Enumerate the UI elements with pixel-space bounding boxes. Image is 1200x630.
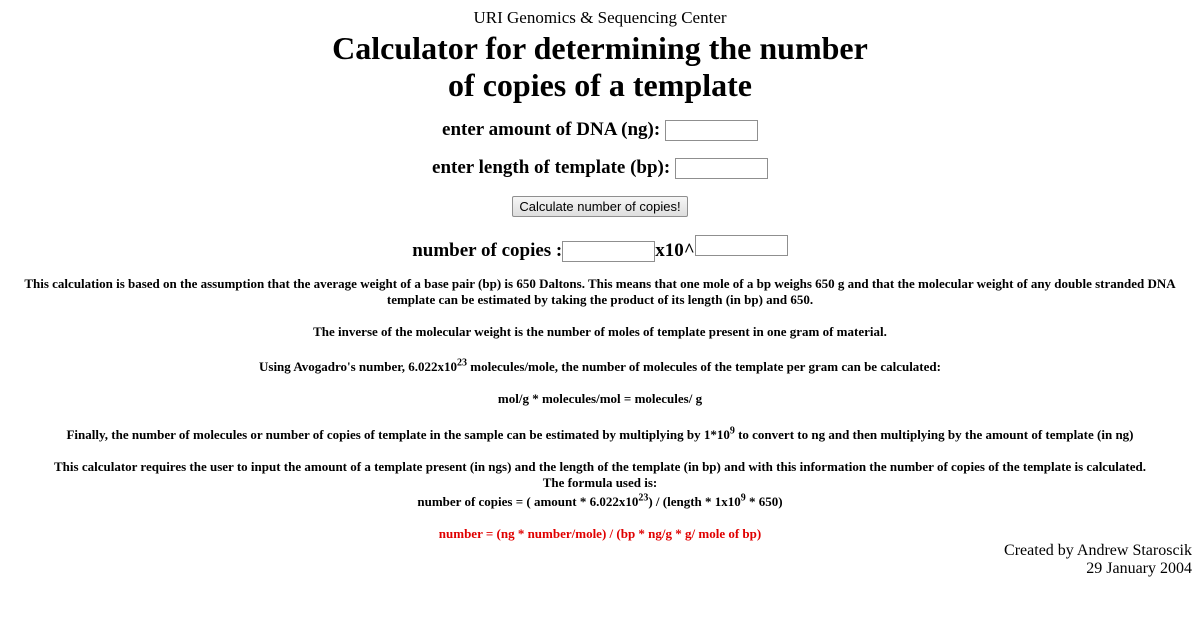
exponent-label: x10^ (655, 240, 695, 261)
explanation-p1-line2: template can be estimated by taking the product of its length (in bp) and 650. (386, 292, 814, 307)
explanation-p5-post: to convert to ng and then multiplying by the amount of template (in ng) (734, 427, 1134, 442)
explanation-p1-line1: This calculation is based on the assumption that the average weight of a base pair (bp) is 650 Daltons. This means that one mole of a bp weighs 650 g and that the molecular weight of any double stranded DNA (24, 276, 1176, 291)
copies-output[interactable] (562, 241, 655, 262)
formula-post: * 650) (745, 494, 783, 509)
result-row (0, 235, 1200, 262)
page-title-line1: Calculator for determining the number (332, 30, 868, 66)
calc-row (0, 195, 1200, 217)
calculate-button[interactable]: Calculate number of copies! (512, 196, 687, 217)
explanation-p5-sup: 9 (729, 425, 735, 437)
explanation-p3 (0, 359, 1200, 375)
credit (1004, 542, 1192, 578)
explanation-p1 (0, 276, 1200, 308)
formula-mid: ) / (length * 1x10 (648, 494, 741, 509)
formula-heading: The formula used is: (542, 475, 658, 490)
credit-author: Created by Andrew Staroscik (1004, 542, 1192, 559)
explanation-p5-pre: Finally, the number of molecules or number of copies of template in the sample can be estimated by multiplying by 1*10 (66, 427, 730, 442)
length-label: enter length of template (bp): (432, 157, 671, 178)
explanation-p3-post: molecules/mole, the number of molecules of the template per gram can be calculated: (467, 359, 941, 374)
formula-pre: number of copies = ( amount * 6.022x10 (417, 494, 639, 509)
explanation-p3-sup: 23 (457, 357, 468, 369)
exponent-output[interactable] (695, 235, 788, 256)
explanation-p4: mol/g * molecules/mol = molecules/ g (497, 391, 703, 406)
explanation-p6: This calculator requires the user to input the amount of a template present (in ngs) and the length of the template (in bp) and with this information the number of copies of the template is calculated. (54, 459, 1146, 474)
org-name: URI Genomics & Sequencing Center (473, 8, 727, 27)
explanation-p5 (0, 427, 1200, 443)
explanation-p3-pre: Using Avogadro's number, 6.022x10 (259, 359, 458, 374)
page-title-line2: of copies of a template (448, 67, 752, 103)
formula-sup2: 9 (740, 492, 746, 504)
dna-row (0, 119, 1200, 141)
explanation-p2: The inverse of the molecular weight is the number of moles of template present in one gram of material. (313, 324, 887, 339)
page-title (0, 30, 1200, 104)
formula-sup1: 23 (638, 492, 649, 504)
copies-label: number of copies : (412, 240, 563, 261)
length-row (0, 157, 1200, 179)
template-length-input[interactable] (675, 158, 768, 179)
dna-label: enter amount of DNA (ng): (442, 119, 661, 140)
red-formula: number = (ng * number/mole) / (bp * ng/g * g/ mole of bp) (438, 526, 762, 541)
credit-date: 29 January 2004 (1086, 560, 1192, 577)
formula (0, 494, 1200, 510)
dna-amount-input[interactable] (665, 120, 758, 141)
